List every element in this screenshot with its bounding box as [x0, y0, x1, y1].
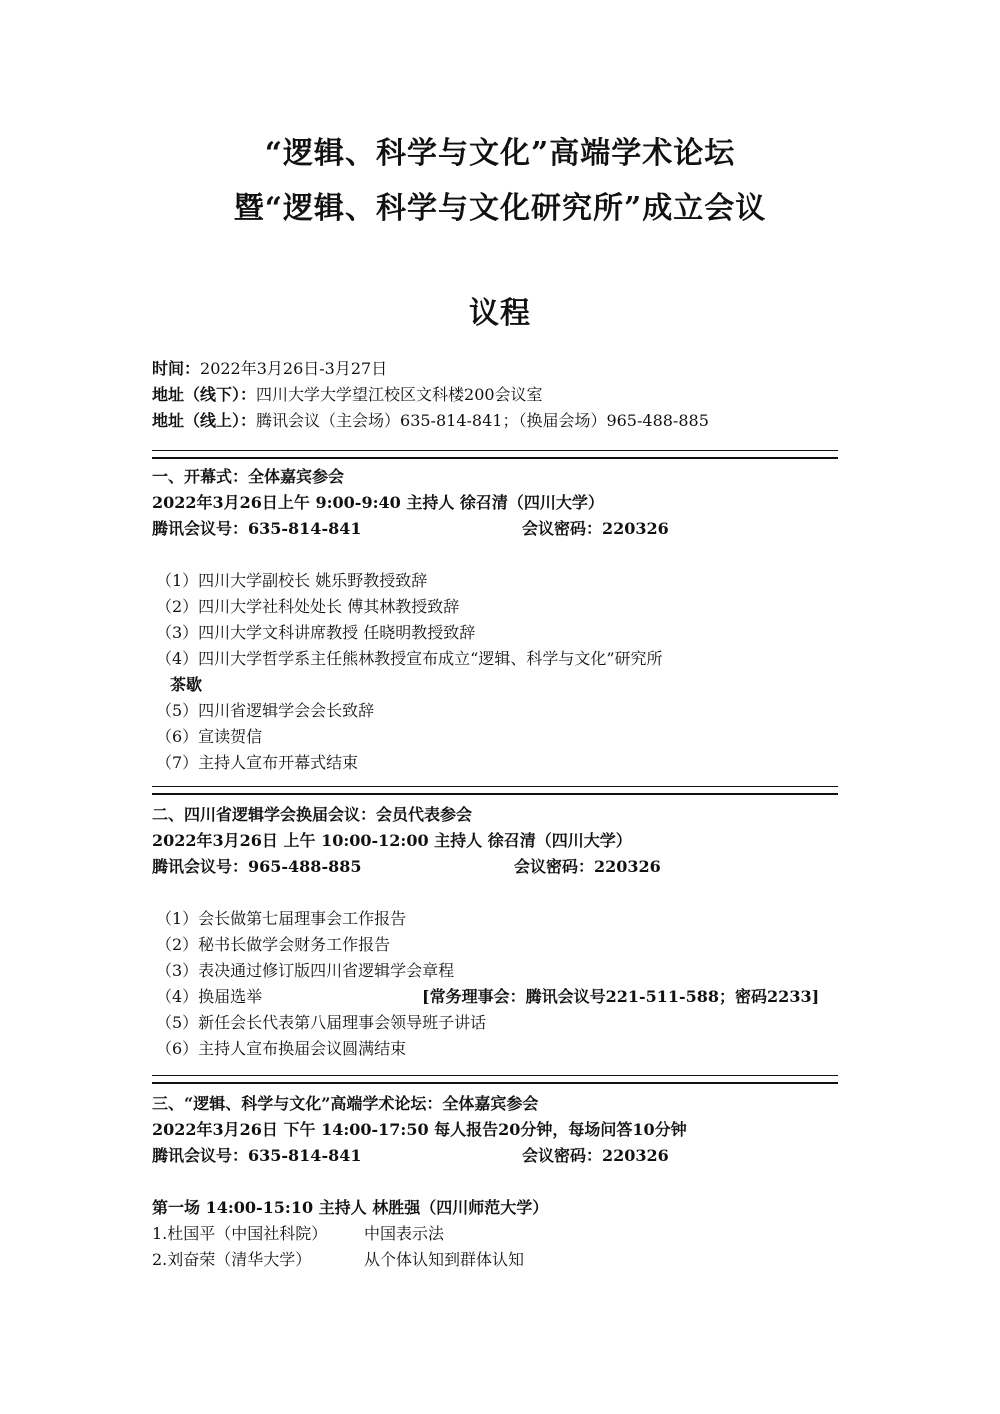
section-heading: 三、“逻辑、科学与文化”高端学术论坛：全体嘉宾参会 — [152, 1094, 539, 1113]
section-opening — [152, 464, 842, 776]
meeting-id: 腾讯会议号：635-814-841 — [152, 1146, 362, 1165]
agenda-item: （5）新任会长代表第八届理事会领导班子讲话 — [156, 1013, 487, 1032]
section-schedule: 2022年3月26日 上午 10:00-12:00 主持人 徐召清（四川大学） — [152, 831, 632, 850]
time-label: 时间： — [152, 359, 201, 378]
agenda-item: （4）四川大学哲学系主任熊林教授宣布成立“逻辑、科学与文化”研究所 — [156, 649, 663, 668]
meeting-id: 腾讯会议号：965-488-885 — [152, 857, 362, 876]
agenda-item — [152, 984, 842, 1010]
talk-topic: 中国表示法 — [364, 1224, 445, 1243]
divider — [152, 450, 838, 459]
offline-address-row — [152, 382, 842, 408]
meeting-credentials — [152, 1143, 842, 1169]
agenda-item: （2）四川大学社科处处长 傅其林教授致辞 — [156, 597, 460, 616]
talk-speaker: 1.杜国平（中国社科院） — [152, 1224, 328, 1243]
divider — [152, 1075, 838, 1084]
section-heading: 二、四川省逻辑学会换届会议：会员代表参会 — [152, 805, 473, 824]
talk-row — [152, 1221, 842, 1247]
tea-break: 茶歇 — [170, 675, 203, 694]
title-line-2: 暨“逻辑、科学与文化研究所”成立会议 — [233, 191, 767, 226]
agenda-items — [152, 906, 842, 1062]
agenda-item: （3）表决通过修订版四川省逻辑学会章程 — [156, 961, 455, 980]
meeting-id: 腾讯会议号：635-814-841 — [152, 519, 362, 538]
talk-speaker: 2.刘奋荣（清华大学） — [152, 1250, 312, 1269]
agenda-item: （6）宣读贺信 — [156, 727, 263, 746]
meeting-credentials — [152, 854, 842, 880]
meeting-password: 会议密码：220326 — [514, 857, 661, 876]
divider — [152, 786, 838, 795]
agenda-item: （3）四川大学文科讲席教授 任晓明教授致辞 — [156, 623, 476, 642]
time-value: 2022年3月26日-3月27日 — [200, 359, 388, 378]
section-forum — [152, 1091, 842, 1273]
offline-value: 四川大学大学望江校区文科楼200会议室 — [256, 385, 543, 404]
section-election — [152, 802, 842, 1062]
section-schedule: 2022年3月26日上午 9:00-9:40 主持人 徐召清（四川大学） — [152, 493, 604, 512]
agenda-heading: 议程 — [469, 296, 531, 331]
session-heading: 第一场 14:00-15:10 主持人 林胜强（四川师范大学） — [152, 1198, 549, 1217]
online-value: 腾讯会议（主会场）635-814-841；（换届会场）965-488-885 — [256, 411, 709, 430]
agenda-item: （1）会长做第七届理事会工作报告 — [156, 909, 407, 928]
agenda-items — [152, 568, 842, 776]
meeting-password: 会议密码：220326 — [522, 519, 669, 538]
agenda-item: （7）主持人宣布开幕式结束 — [156, 753, 359, 772]
time-row — [152, 356, 842, 382]
online-address-row — [152, 408, 842, 434]
election-note: [常务理事会：腾讯会议号221-511-588；密码2233] — [422, 987, 820, 1006]
agenda-item: （1）四川大学副校长 姚乐野教授致辞 — [156, 571, 428, 590]
section-schedule: 2022年3月26日 下午 14:00-17:50 每人报告20分钟，每场问答10分钟 — [152, 1120, 687, 1139]
agenda-item: （6）主持人宣布换届会议圆满结束 — [156, 1039, 407, 1058]
title-line-1: “逻辑、科学与文化”高端学术论坛 — [264, 136, 736, 171]
agenda-item: （5）四川省逻辑学会会长致辞 — [156, 701, 375, 720]
agenda-item: （2）秘书长做学会财务工作报告 — [156, 935, 391, 954]
offline-label: 地址（线下）： — [152, 385, 257, 404]
meeting-info — [152, 356, 842, 434]
agenda-item-label: （4）换届选举 — [156, 987, 263, 1006]
talk-row — [152, 1247, 842, 1273]
section-heading: 一、开幕式：全体嘉宾参会 — [152, 467, 345, 486]
meeting-credentials — [152, 516, 842, 542]
online-label: 地址（线上）： — [152, 411, 257, 430]
meeting-password: 会议密码：220326 — [522, 1146, 669, 1165]
talk-topic: 从个体认知到群体认知 — [364, 1250, 525, 1269]
